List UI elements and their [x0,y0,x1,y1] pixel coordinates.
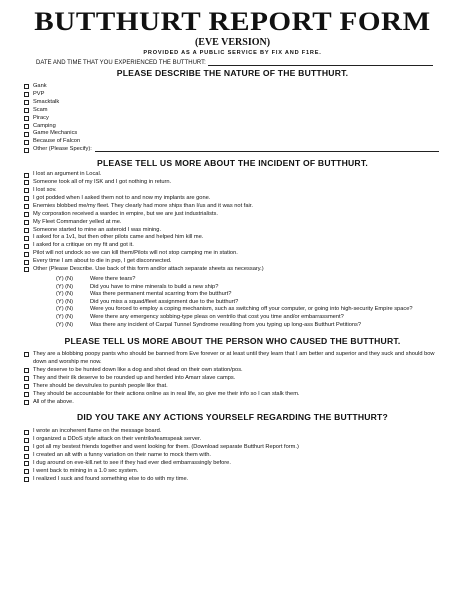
checkbox-icon[interactable] [24,173,29,178]
checkbox-icon[interactable] [24,148,29,153]
nature-list [24,83,441,154]
checkbox-icon[interactable] [24,454,29,459]
list-item: I asked for a 1v1, but then other pilots came and helped him kill me. [24,234,441,242]
checkbox-icon[interactable] [24,438,29,443]
checkbox-icon[interactable] [24,267,29,272]
list-item: There should be devs/rules to punish people like that. [24,383,441,391]
list-item: I lost an argument in Local. [24,171,441,179]
person-section-title: PLEASE TELL US MORE ABOUT THE PERSON WHO CAUSED THE BUTTHURT. [64,336,401,347]
list-item: I went back to mining in a 1.0 sec system. [24,468,441,476]
incident-section-title: PLEASE TELL US MORE ABOUT THE INCIDENT OF BUTTHURT. [97,158,368,169]
date-time-label: DATE AND TIME THAT YOU EXPERIENCED THE BUTTHURT: [36,60,206,66]
list-item: Camping [24,123,441,131]
yn-question[interactable]: (Y) (N) Did you have to mine minerals to build a new ship? [56,283,219,290]
checkbox-icon[interactable] [24,244,29,249]
yn-question[interactable]: (Y) (N) Were there any emergency sobbing-type pleas on ventrilo that cost you time and/or embarrassment? [56,313,344,320]
checkbox-icon[interactable] [24,469,29,474]
checkbox-icon[interactable] [24,228,29,233]
date-time-field[interactable] [208,60,433,66]
checkbox-icon[interactable] [24,368,29,373]
list-item: Scam [24,107,441,115]
list-item: Every time I am about to die in pvp, I get disconnected. [24,258,441,266]
nature-section-title: PLEASE DESCRIBE THE NATURE OF THE BUTTHURT. [116,68,349,78]
list-item: They are a blobbing poopy pants who should be banned from Eve forever or at least until they learn that I am better and superior and they suck and should bow down and worship me now. [24,351,441,367]
actions-list [24,428,441,483]
checkbox-icon[interactable] [24,400,29,405]
checkbox-icon[interactable] [24,188,29,193]
list-item: I realized I suck and found something else to do with my time. [24,476,441,484]
checkbox-icon[interactable] [24,92,29,97]
list-item: Someone took all of my ISK and I got nothing in return. [24,179,441,187]
checkbox-icon[interactable] [24,352,29,357]
yes-no-questions [56,276,441,329]
person-list [24,351,441,406]
list-item: All of the above. [24,399,441,407]
list-item: Gank [24,83,441,91]
list-item: Someone started to mine an asteroid I was mining. [24,227,441,235]
checkbox-icon[interactable] [24,477,29,482]
other-item: Other (Please Specify): [24,146,441,154]
list-item: My corporation received a wardec in empire, but we are just industrialists. [24,211,441,219]
yn-question[interactable]: (Y) (N) Was there permanent mental scarring from the butthurt? [56,291,232,298]
list-item: Enemies blobbed me/my fleet. They clearly had more ships than I/us and it was not fair. [24,203,441,211]
list-item: Smacktalk [24,99,441,107]
list-item: I created an alt with a funny variation on their name to mock them with. [24,452,441,460]
list-item: Piracy [24,115,441,123]
checkbox-icon[interactable] [24,220,29,225]
list-item: Pilot will not undock so we can kill them/Pilots will not stop camping me in station. [24,250,441,258]
checkbox-icon[interactable] [24,180,29,185]
list-item: I dug around on eve-kill.net to see if they had ever died embarrassingly before. [24,460,441,468]
checkbox-icon[interactable] [24,260,29,265]
checkbox-icon[interactable] [24,108,29,113]
list-item: I wrote an incoherent flame on the message board. [24,428,441,436]
checkbox-icon[interactable] [24,100,29,105]
checkbox-icon[interactable] [24,204,29,209]
checkbox-icon[interactable] [24,446,29,451]
list-item: They and their ilk deserve to be rounded up and herded into Amarr slave camps. [24,375,441,383]
checkbox-icon[interactable] [24,236,29,241]
checkbox-icon[interactable] [24,116,29,121]
list-item: They should be accountable for their actions online as in real life, so give me their info so I can stalk them. [24,391,441,399]
other-specify-field[interactable] [95,146,439,152]
list-item: I asked for a critique on my fit and got it. [24,242,441,250]
yn-question[interactable]: (Y) (N) Were you forced to employ a coping mechanism, such as switching off your computer, or going into high-security Empire space? [56,306,413,313]
checkbox-icon[interactable] [24,461,29,466]
incident-list [24,171,441,274]
checkbox-icon[interactable] [24,430,29,435]
list-item: My Fleet Commander yelled at me. [24,219,441,227]
list-item: Other (Please Describe. Use back of this form and/or attach separate sheets as necessary.) [24,266,441,274]
form-title: BUTTHURT REPORT FORM [34,7,431,36]
checkbox-icon[interactable] [24,376,29,381]
actions-section-title: DID YOU TAKE ANY ACTIONS YOURSELF REGARDING THE BUTTHURT? [77,412,388,423]
yn-question[interactable]: (Y) (N) Were there tears? [56,275,136,282]
list-item: Game Mechanics [24,130,441,138]
checkbox-icon[interactable] [24,196,29,201]
date-time-row [24,59,441,67]
form-subtitle: (EVE VERSION) [194,37,271,48]
list-item: I got all my bestest friends together and went looking for them. (Download separate Butthurt Report form.) [24,444,441,452]
list-item: I organized a DDoS style attack on their ventrilo/teamspeak server. [24,436,441,444]
provided-by-text: PROVIDED AS A PUBLIC SERVICE BY FIX AND F1RE. [143,50,322,56]
list-item: Because of Falcon [24,138,441,146]
checkbox-icon[interactable] [24,124,29,129]
checkbox-icon[interactable] [24,252,29,257]
list-item: PVP [24,91,441,99]
checkbox-icon[interactable] [24,212,29,217]
yn-question[interactable]: (Y) (N) Was there any incident of Carpal Tunnel Syndrome resulting from you typing up long-ass Butthurt Petitions? [56,321,362,328]
list-item: I lost sov. [24,187,441,195]
checkbox-icon[interactable] [24,84,29,89]
checkbox-icon[interactable] [24,392,29,397]
list-item: I got podded when I asked them not to and now my implants are gone. [24,195,441,203]
yn-question[interactable]: (Y) (N) Did you miss a squad/fleet assignment due to the butthurt? [56,298,239,305]
list-item: They deserve to be hunted down like a dog and shot dead on their own station/pos. [24,367,441,375]
checkbox-icon[interactable] [24,132,29,137]
checkbox-icon[interactable] [24,140,29,145]
checkbox-icon[interactable] [24,384,29,389]
